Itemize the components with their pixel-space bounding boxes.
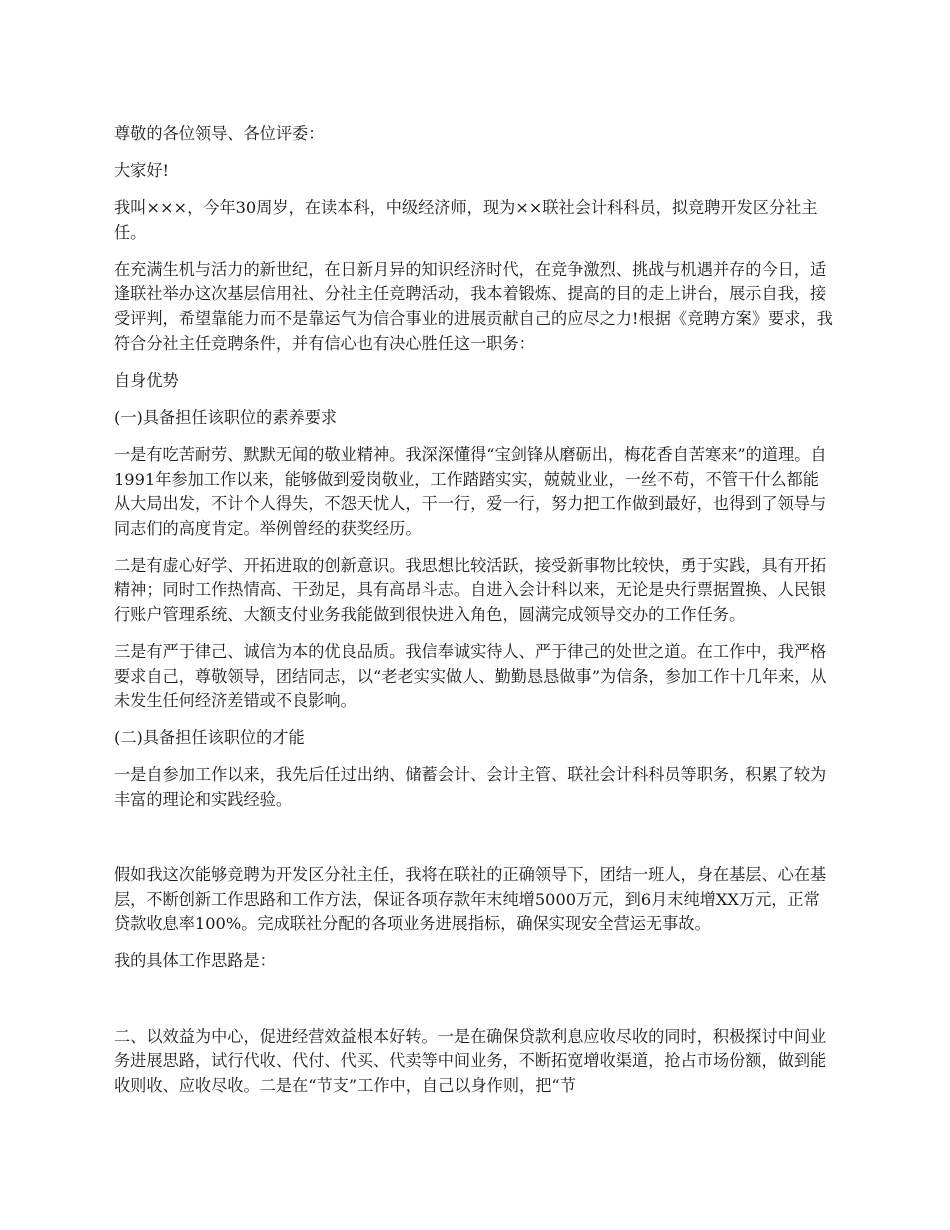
section-heading-strengths: 自身优势 xyxy=(114,370,179,390)
salutation: 尊敬的各位领导、各位评委： xyxy=(114,124,325,143)
subheading-quality: (一)具备担任该职位的素养要求 xyxy=(114,407,338,427)
plan-paragraph: 假如我这次能够竞聘为开发区分社主任，我将在联社的正确领导下，团结一班人，身在基层、心在基层，不断创新工作思路和工作方法，保证各项存款年末纯增5000万元，到6月末纯增XX万元，正常贷款收息率100%。完成联社分配的各项业务进展指标，确保实现安全营运无事故。 xyxy=(114,865,827,934)
quality-paragraph-2: 二是有虚心好学、开拓进取的创新意识。我思想比较活跃，接受新事物比较快，勇于实践，具有开拓精神；同时工作热情高、干劲足，具有高昂斗志。自进入会计科以来，无论是央行票据置换、人民银行账户管理系统、大额支付业务我能做到很快进入角色，圆满完成领导交办的工作任务。 xyxy=(114,555,827,624)
ability-paragraph-1: 一是自参加工作以来，我先后任过出纳、储蓄会计、会计主管、联社会计科科员等职务，积累了较为丰富的理论和实践经验。 xyxy=(114,765,827,810)
motivation-paragraph: 在充满生机与活力的新世纪，在日新月异的知识经济时代，在竞争激烈、挑战与机遇并存的今日，适逢联社举办这次基层信用社、分社主任竞聘活动，我本着锻炼、提高的目的走上讲台，展示自我，接受评判，希望靠能力而不是靠运气为信合事业的进展贡献自己的应尽之力!根据《竞聘方案》要求，我符合分社主任竞聘条件，并有信心也有决心胜任这一职务： xyxy=(114,259,833,353)
idea-paragraph-2: 二、以效益为中心，促进经营效益根本好转。一是在确保贷款利息应收尽收的同时，积极探讨中间业务进展思路，试行代收、代付、代买、代卖等中间业务，不断拓宽增收渠道，抢占市场份额，做到能收则收、应收尽收。二是在“节支”工作中，自己以身作则，把“节 xyxy=(114,1026,827,1095)
subheading-ability: (二)具备担任该职位的才能 xyxy=(114,728,305,748)
quality-paragraph-3: 三是有严于律己、诚信为本的优良品质。我信奉诚实待人、严于律己的处世之道。在工作中，我严格要求自己，尊敬领导，团结同志，以“老老实实做人、勤勤恳恳做事”为信条，参加工作十几年来，从未发生任何经济差错或不良影响。 xyxy=(114,642,827,711)
document-body xyxy=(114,122,834,1111)
intro-paragraph: 我叫×××，今年30周岁，在读本科，中级经济师，现为××联社会计科科员，拟竞聘开发区分社主任。 xyxy=(114,198,818,242)
paragraph-gap xyxy=(114,987,834,1025)
paragraph-gap xyxy=(114,825,834,863)
quality-paragraph-1: 一是有吃苦耐劳、默默无闻的敬业精神。我深深懂得“宝剑锋从磨砺出，梅花香自苦寒来”的道理。自1991年参加工作以来，能够做到爱岗敬业，工作踏踏实实，兢兢业业，一丝不苟，不管干什么都能从大局出发，不计个人得失，不怨天忧人，干一行，爱一行，努力把工作做到最好，也得到了领导与同志们的高度肯定。举例曾经的获奖经历。 xyxy=(114,444,827,538)
greeting: 大家好! xyxy=(114,161,170,181)
ideas-heading: 我的具体工作思路是： xyxy=(114,951,276,971)
